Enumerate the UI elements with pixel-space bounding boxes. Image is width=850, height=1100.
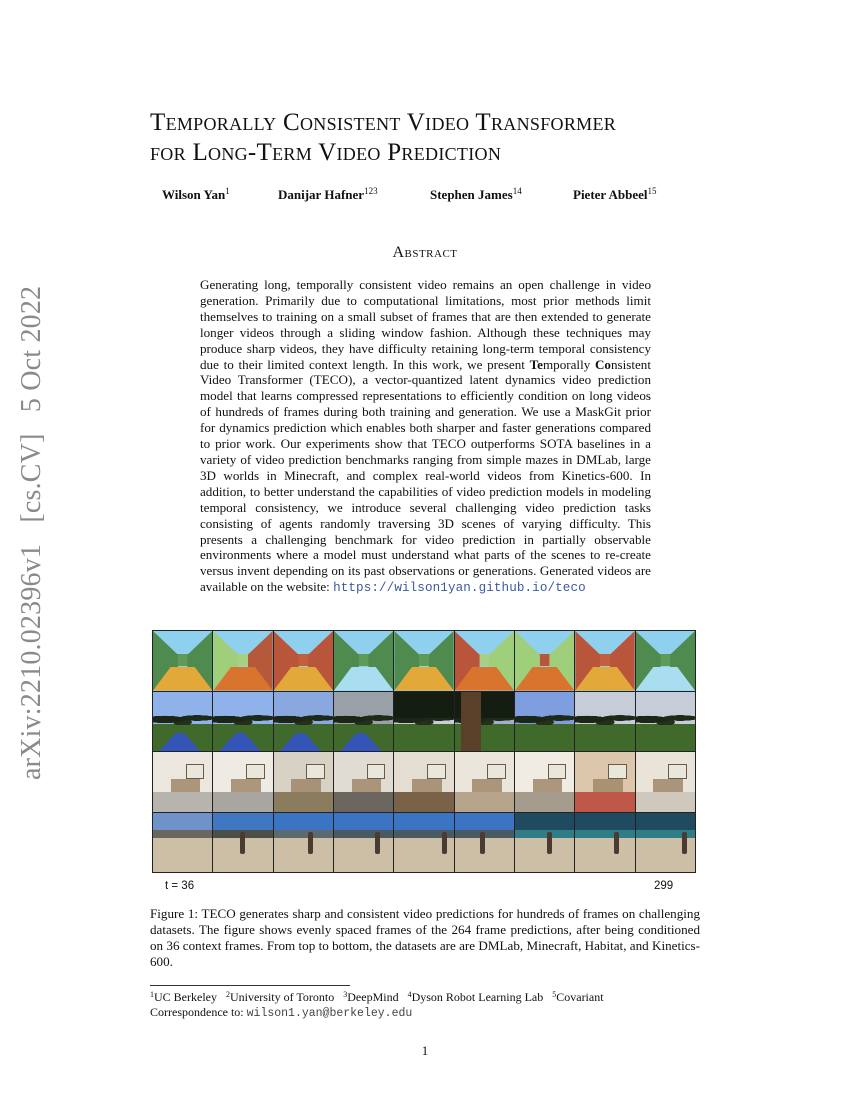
habitat-window bbox=[487, 764, 506, 779]
habitat-window bbox=[306, 764, 325, 779]
arxiv-category: [cs.CV] bbox=[16, 433, 47, 523]
arxiv-id: arXiv:2210.02396v1 bbox=[16, 543, 47, 780]
frame-image bbox=[455, 752, 514, 812]
title-line-2: for Long-Term Video Prediction bbox=[150, 139, 502, 166]
frame-image bbox=[274, 692, 333, 752]
frame-image bbox=[394, 692, 453, 752]
author-name: Danijar Hafner bbox=[278, 187, 365, 202]
affiliation-number: 4 bbox=[407, 990, 412, 999]
minecraft-trees bbox=[636, 711, 695, 726]
affiliation bbox=[408, 990, 544, 1004]
arxiv-stamp bbox=[16, 272, 48, 780]
frame-image bbox=[515, 631, 574, 691]
correspondence-label: Correspondence to: bbox=[150, 1004, 247, 1019]
footnotes bbox=[150, 988, 710, 1021]
frame-image bbox=[575, 813, 634, 873]
frame-image bbox=[636, 631, 695, 691]
kinetics-person bbox=[240, 832, 245, 854]
frame-image bbox=[274, 813, 333, 873]
kinetics-person bbox=[442, 832, 447, 854]
author-affiliation: 1 bbox=[225, 186, 230, 196]
minecraft-trees bbox=[213, 711, 272, 726]
habitat-floor bbox=[334, 792, 393, 811]
frame-image bbox=[515, 692, 574, 752]
habitat-furniture bbox=[171, 779, 201, 794]
abstract-heading: Abstract bbox=[392, 244, 458, 261]
frame-image bbox=[274, 631, 333, 691]
frame-image bbox=[334, 813, 393, 873]
frame-image bbox=[575, 631, 634, 691]
frame-image bbox=[394, 813, 453, 873]
frame-image bbox=[575, 752, 634, 812]
project-website-link[interactable]: https://wilson1yan.github.io/teco bbox=[333, 581, 586, 596]
frame-image bbox=[455, 631, 514, 691]
frame-image bbox=[153, 752, 212, 812]
habitat-floor bbox=[575, 792, 634, 811]
habitat-window bbox=[186, 764, 205, 779]
affiliation-number: 5 bbox=[552, 990, 557, 999]
habitat-furniture bbox=[412, 779, 442, 794]
habitat-window bbox=[548, 764, 567, 779]
figure-caption: Figure 1: TECO generates sharp and consistent video predictions for hundreds of frames on challenging datasets. The figure shows evenly spaced frames of the 264 frame predictions, after being conditioned on 36 context frames. From top to bottom, the datasets are are DMLab, Minecraft, Habitat, and Kinetics-600. bbox=[150, 906, 700, 969]
affiliation bbox=[343, 990, 398, 1004]
minecraft-canopy bbox=[394, 692, 453, 719]
frame-image bbox=[394, 752, 453, 812]
habitat-furniture bbox=[291, 779, 321, 794]
kinetics-person bbox=[375, 832, 380, 854]
habitat-floor bbox=[213, 792, 272, 811]
frame-image bbox=[213, 813, 272, 873]
abstract-bold: Te bbox=[529, 356, 543, 372]
author bbox=[278, 186, 378, 203]
kinetics-sand bbox=[153, 838, 212, 873]
frame-image bbox=[515, 813, 574, 873]
habitat-floor bbox=[153, 792, 212, 811]
habitat-furniture bbox=[533, 779, 563, 794]
minecraft-ground bbox=[636, 724, 695, 751]
minecraft-ground bbox=[575, 724, 634, 751]
affiliation-list bbox=[150, 988, 710, 1005]
frame-image bbox=[394, 631, 453, 691]
minecraft-ground bbox=[515, 724, 574, 751]
affiliation bbox=[150, 990, 217, 1004]
habitat-furniture bbox=[352, 779, 382, 794]
habitat-floor bbox=[636, 792, 695, 811]
affiliation-number: 2 bbox=[225, 990, 230, 999]
affiliation bbox=[226, 990, 334, 1004]
abstract-body bbox=[200, 277, 651, 597]
kinetics-person bbox=[480, 832, 485, 854]
paper-title bbox=[150, 108, 710, 168]
author-affiliation: 15 bbox=[647, 186, 657, 196]
affiliation-number: 3 bbox=[343, 990, 348, 999]
author-name: Wilson Yan bbox=[162, 187, 226, 202]
minecraft-trees bbox=[515, 711, 574, 726]
habitat-window bbox=[668, 764, 687, 779]
abstract-text: nsistent Video Transformer (TECO), a vector-quantized latent dynamics video prediction model that learns compressed representations to efficiently condition on long videos of hundreds of frames during both training and generation. We use a MaskGit prior for dynamics prediction which enables both sharper and faster generations compared to prior work. Our experiments show that TECO outperforms SOTA baselines in a variety of video prediction benchmarks ranging from simple mazes in DMLab, large 3D worlds in Minecraft, and complex real-world videos from Kinetics-600. In addition, to better understand the capabilities of video prediction models in modeling temporal consistency, we introduce several challenging video prediction tasks consisting of agents randomly traversing 3D scenes of varying difficulty. This presents a challenging benchmark for video prediction in partially observable environments where a model must understand what parts of the scenes to re-create versus invent depending on its past observations or generations. Generated videos are available on the website: bbox=[200, 356, 651, 595]
figure-1-grid bbox=[152, 630, 696, 873]
affiliation-name: Dyson Robot Learning Lab bbox=[411, 990, 544, 1004]
abstract-text: mporally bbox=[542, 356, 595, 372]
author bbox=[573, 186, 657, 203]
footnote-divider bbox=[150, 985, 350, 986]
frame-image bbox=[213, 752, 272, 812]
habitat-floor bbox=[455, 792, 514, 811]
habitat-furniture bbox=[653, 779, 683, 794]
frame-image bbox=[334, 692, 393, 752]
frame-image bbox=[515, 752, 574, 812]
kinetics-person bbox=[614, 832, 619, 854]
habitat-furniture bbox=[472, 779, 502, 794]
kinetics-person bbox=[308, 832, 313, 854]
correspondence bbox=[150, 1005, 710, 1022]
habitat-window bbox=[427, 764, 446, 779]
frame-image bbox=[213, 692, 272, 752]
author-name: Pieter Abbeel bbox=[573, 187, 648, 202]
habitat-window bbox=[246, 764, 265, 779]
affiliation-number: 1 bbox=[150, 990, 154, 999]
frame-image bbox=[334, 752, 393, 812]
minecraft-trees bbox=[274, 711, 333, 726]
frame-image bbox=[153, 813, 212, 873]
habitat-floor bbox=[274, 792, 333, 811]
habitat-floor bbox=[515, 792, 574, 811]
author bbox=[162, 186, 230, 203]
frame-image bbox=[213, 631, 272, 691]
author-affiliation: 14 bbox=[512, 186, 522, 196]
minecraft-trees bbox=[153, 711, 212, 726]
minecraft-ground bbox=[394, 724, 453, 751]
habitat-furniture bbox=[593, 779, 623, 794]
frame-image bbox=[636, 813, 695, 873]
frame-image bbox=[455, 813, 514, 873]
author-affiliation: 123 bbox=[364, 186, 378, 196]
habitat-window bbox=[608, 764, 627, 779]
minecraft-trees bbox=[575, 711, 634, 726]
frame-image bbox=[334, 631, 393, 691]
arxiv-date: 5 Oct 2022 bbox=[16, 285, 47, 413]
author bbox=[430, 186, 522, 203]
abstract-bold: Co bbox=[594, 356, 611, 372]
frame-image bbox=[455, 692, 514, 752]
title-line-1: Temporally Consistent Video Transformer bbox=[150, 109, 617, 136]
author-list bbox=[162, 186, 682, 206]
figure-time-start-label: t = 36 bbox=[165, 880, 195, 892]
kinetics-sand bbox=[334, 838, 393, 873]
kinetics-sand bbox=[515, 838, 574, 873]
affiliation-name: DeepMind bbox=[347, 990, 399, 1004]
frame-image bbox=[575, 692, 634, 752]
habitat-window bbox=[367, 764, 386, 779]
affiliation-name: UC Berkeley bbox=[154, 990, 217, 1004]
kinetics-sand bbox=[274, 838, 333, 873]
correspondence-email[interactable]: wilson1.yan@berkeley.edu bbox=[246, 1006, 413, 1020]
affiliation-name: Covariant bbox=[556, 990, 604, 1004]
affiliation-name: University of Toronto bbox=[229, 990, 335, 1004]
frame-image bbox=[274, 752, 333, 812]
habitat-floor bbox=[394, 792, 453, 811]
abstract-text: Generating long, temporally consistent video remains an open challenge in video generation. Primarily due to computational limitations, most prior methods limit themselves to training on a small subset of frames that are then extended to generate longer videos through a sliding window fashion. Although these techniques may produce sharp videos, they have difficulty retaining long-term temporal consistency due to their limited context length. In this work, we present bbox=[200, 277, 651, 372]
frame-image bbox=[153, 631, 212, 691]
kinetics-person bbox=[682, 832, 687, 854]
kinetics-person bbox=[547, 832, 552, 854]
minecraft-trees bbox=[334, 711, 393, 726]
kinetics-sand bbox=[575, 838, 634, 873]
author-name: Stephen James bbox=[430, 187, 513, 202]
page-number: 1 bbox=[421, 1043, 429, 1058]
minecraft-tree-trunk bbox=[461, 692, 482, 752]
frame-image bbox=[636, 752, 695, 812]
figure-time-end-label: 299 bbox=[654, 880, 674, 892]
frame-image bbox=[153, 692, 212, 752]
affiliation bbox=[552, 990, 603, 1004]
habitat-furniture bbox=[231, 779, 261, 794]
frame-image bbox=[636, 692, 695, 752]
